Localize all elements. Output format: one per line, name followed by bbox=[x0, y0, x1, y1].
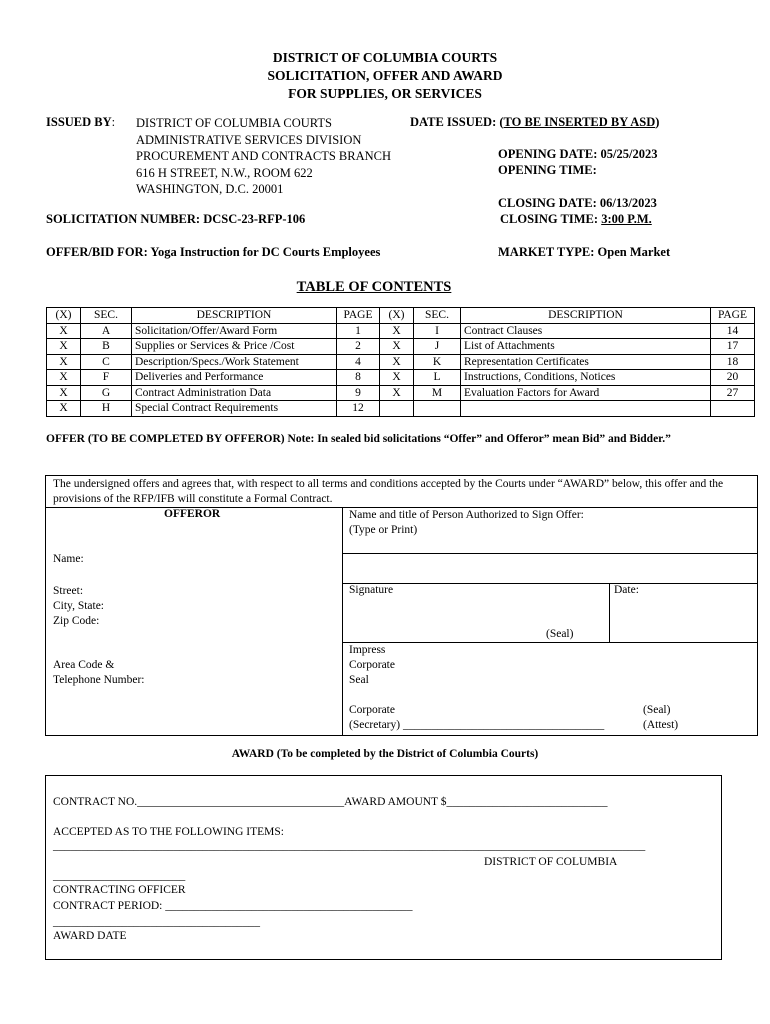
toc-header: DESCRIPTION bbox=[461, 308, 711, 324]
award-date-line: ____________________________________ bbox=[53, 916, 260, 928]
toc-cell: Description/Specs./Work Statement bbox=[132, 354, 337, 370]
telephone-label: Telephone Number: bbox=[53, 674, 145, 686]
toc-cell: X bbox=[47, 385, 81, 401]
toc-header: PAGE bbox=[711, 308, 755, 324]
toc-cell bbox=[711, 401, 755, 417]
toc-cell: X bbox=[47, 323, 81, 339]
opening-date: OPENING DATE: 05/25/2023 bbox=[498, 147, 658, 161]
divider bbox=[342, 553, 757, 554]
divider bbox=[342, 642, 757, 643]
table-row bbox=[47, 323, 755, 339]
toc-cell: Contract Administration Data bbox=[132, 385, 337, 401]
date-label: Date: bbox=[614, 584, 639, 596]
toc-header: PAGE bbox=[337, 308, 380, 324]
toc-cell: B bbox=[81, 339, 132, 355]
toc-cell: Representation Certificates bbox=[461, 354, 711, 370]
issued-by-label: ISSUED BY: bbox=[46, 115, 116, 129]
toc-title: TABLE OF CONTENTS bbox=[296, 279, 452, 295]
closing-time: CLOSING TIME: 3:00 P.M. bbox=[500, 212, 652, 226]
toc-cell: 4 bbox=[337, 354, 380, 370]
divider bbox=[342, 507, 343, 735]
toc-cell: 8 bbox=[337, 370, 380, 386]
impress-line: Seal bbox=[349, 674, 369, 686]
city-state-label: City, State: bbox=[53, 600, 105, 612]
corporate-label: Corporate bbox=[349, 704, 395, 716]
issuer-line: PROCUREMENT AND CONTRACTS BRANCH bbox=[136, 149, 392, 163]
toc-cell: 27 bbox=[711, 385, 755, 401]
toc-cell bbox=[380, 401, 414, 417]
toc-cell: C bbox=[81, 354, 132, 370]
accepted-items-label: ACCEPTED AS TO THE FOLLOWING ITEMS: bbox=[53, 826, 284, 838]
closing-date: CLOSING DATE: 06/13/2023 bbox=[498, 196, 657, 210]
toc-cell: 17 bbox=[711, 339, 755, 355]
title-line-3: FOR SUPPLIES, OR SERVICES bbox=[288, 86, 482, 101]
address-labels bbox=[53, 584, 104, 629]
authorized-label-line: (Type or Print) bbox=[349, 524, 418, 536]
table-row bbox=[47, 401, 755, 417]
offeror-heading: OFFEROR bbox=[164, 508, 221, 520]
toc-cell: 2 bbox=[337, 339, 380, 355]
award-date-label: AWARD DATE bbox=[53, 930, 127, 942]
authorized-signer-label bbox=[349, 508, 584, 538]
solicitation-number: SOLICITATION NUMBER: DCSC-23-RFP-106 bbox=[46, 212, 306, 226]
toc-cell: H bbox=[81, 401, 132, 417]
toc-cell: X bbox=[380, 385, 414, 401]
toc-cell: X bbox=[47, 401, 81, 417]
toc-cell: Evaluation Factors for Award bbox=[461, 385, 711, 401]
toc-cell: K bbox=[414, 354, 461, 370]
impress-line: Impress bbox=[349, 644, 386, 656]
offer-box bbox=[45, 475, 758, 736]
issuer-address bbox=[136, 115, 391, 198]
issuer-line: 616 H STREET, N.W., ROOM 622 bbox=[136, 165, 313, 180]
toc-cell: X bbox=[47, 370, 81, 386]
toc-cell: X bbox=[380, 370, 414, 386]
divider bbox=[342, 583, 757, 584]
toc-cell: G bbox=[81, 385, 132, 401]
toc-cell: List of Attachments bbox=[461, 339, 711, 355]
impress-seal-label bbox=[349, 643, 395, 688]
toc-cell: X bbox=[380, 339, 414, 355]
area-code-label: Area Code & bbox=[53, 659, 115, 671]
attest-label: (Attest) bbox=[643, 719, 679, 731]
toc-cell: I bbox=[414, 323, 461, 339]
items-line: _______________________________________________________________________________________________________ bbox=[53, 840, 646, 852]
award-heading: AWARD (To be completed by the District of Columbia Courts) bbox=[231, 748, 539, 760]
divider bbox=[609, 583, 610, 643]
issuer-line: DISTRICT OF COLUMBIA COURTS bbox=[136, 116, 332, 130]
secretary-line: (Secretary) ___________________________________ bbox=[349, 719, 605, 731]
officer-signature-line: _______________________ bbox=[53, 870, 186, 882]
contracting-officer-label: CONTRACTING OFFICER bbox=[53, 884, 186, 896]
table-row bbox=[47, 385, 755, 401]
signature-label: Signature bbox=[349, 584, 394, 596]
offer-intro: The undersigned offers and agrees that, with respect to all terms and conditions accepted by the Courts under “AWARD” below, this offer and the provisions of the RFP/IFB will constitute a Formal Contract. bbox=[53, 478, 724, 505]
document-title bbox=[0, 49, 770, 103]
contract-no-line: CONTRACT NO.____________________________________AWARD AMOUNT $____________________________ bbox=[53, 796, 608, 808]
toc-cell bbox=[461, 401, 711, 417]
toc-cell: X bbox=[380, 354, 414, 370]
toc-cell: A bbox=[81, 323, 132, 339]
toc-cell: L bbox=[414, 370, 461, 386]
toc-cell: 18 bbox=[711, 354, 755, 370]
issuer-line: ADMINISTRATIVE SERVICES DIVISION bbox=[136, 132, 362, 147]
impress-line: Corporate bbox=[349, 659, 395, 671]
market-type: MARKET TYPE: Open Market bbox=[498, 245, 671, 259]
toc-cell: F bbox=[81, 370, 132, 386]
toc-table bbox=[46, 307, 755, 417]
zip-code-label: Zip Code: bbox=[53, 615, 100, 627]
street-label: Street: bbox=[53, 585, 84, 597]
toc-cell: 1 bbox=[337, 323, 380, 339]
toc-cell: X bbox=[380, 323, 414, 339]
seal2-label: (Seal) bbox=[643, 704, 671, 716]
opening-time: OPENING TIME: bbox=[498, 163, 597, 177]
table-row bbox=[47, 339, 755, 355]
seal-label: (Seal) bbox=[546, 628, 574, 640]
toc-header-row bbox=[47, 308, 755, 324]
issuer-line: WASHINGTON, D.C. 20001 bbox=[136, 182, 284, 196]
toc-header: (X) bbox=[380, 308, 414, 324]
contract-period-line: CONTRACT PERIOD: ___________________________________________ bbox=[53, 900, 413, 912]
toc-cell bbox=[414, 401, 461, 417]
toc-cell: X bbox=[47, 354, 81, 370]
name-label: Name: bbox=[53, 553, 84, 565]
toc-header: SEC. bbox=[414, 308, 461, 324]
toc-cell: X bbox=[47, 339, 81, 355]
toc-cell: Solicitation/Offer/Award Form bbox=[132, 323, 337, 339]
toc-header: (X) bbox=[47, 308, 81, 324]
toc-cell: Instructions, Conditions, Notices bbox=[461, 370, 711, 386]
award-box bbox=[45, 775, 722, 960]
toc-cell: 12 bbox=[337, 401, 380, 417]
title-line-1: DISTRICT OF COLUMBIA COURTS bbox=[272, 50, 498, 65]
authorized-label-line: Name and title of Person Authorized to Sign Offer: bbox=[349, 509, 584, 521]
toc-cell: Contract Clauses bbox=[461, 323, 711, 339]
offer-bid-for: OFFER/BID FOR: Yoga Instruction for DC Courts Employees bbox=[46, 245, 381, 259]
table-row bbox=[47, 370, 755, 386]
toc-cell: 20 bbox=[711, 370, 755, 386]
title-line-2: SOLICITATION, OFFER AND AWARD bbox=[267, 68, 503, 83]
toc-cell: Supplies or Services & Price /Cost bbox=[132, 339, 337, 355]
toc-cell: 9 bbox=[337, 385, 380, 401]
toc-cell: 14 bbox=[711, 323, 755, 339]
offer-note: OFFER (TO BE COMPLETED BY OFFEROR) Note: In sealed bid solicitations “Offer” and Offeror” mean Bid” and Bidder.” bbox=[46, 433, 671, 445]
toc-cell: Special Contract Requirements bbox=[132, 401, 337, 417]
district-label: DISTRICT OF COLUMBIA bbox=[484, 856, 618, 868]
toc-cell: M bbox=[414, 385, 461, 401]
table-row bbox=[47, 354, 755, 370]
toc-cell: J bbox=[414, 339, 461, 355]
date-issued: DATE ISSUED: (TO BE INSERTED BY ASD) bbox=[410, 115, 660, 129]
toc-header: SEC. bbox=[81, 308, 132, 324]
toc-header: DESCRIPTION bbox=[132, 308, 337, 324]
toc-cell: Deliveries and Performance bbox=[132, 370, 337, 386]
phone-labels bbox=[53, 658, 144, 688]
